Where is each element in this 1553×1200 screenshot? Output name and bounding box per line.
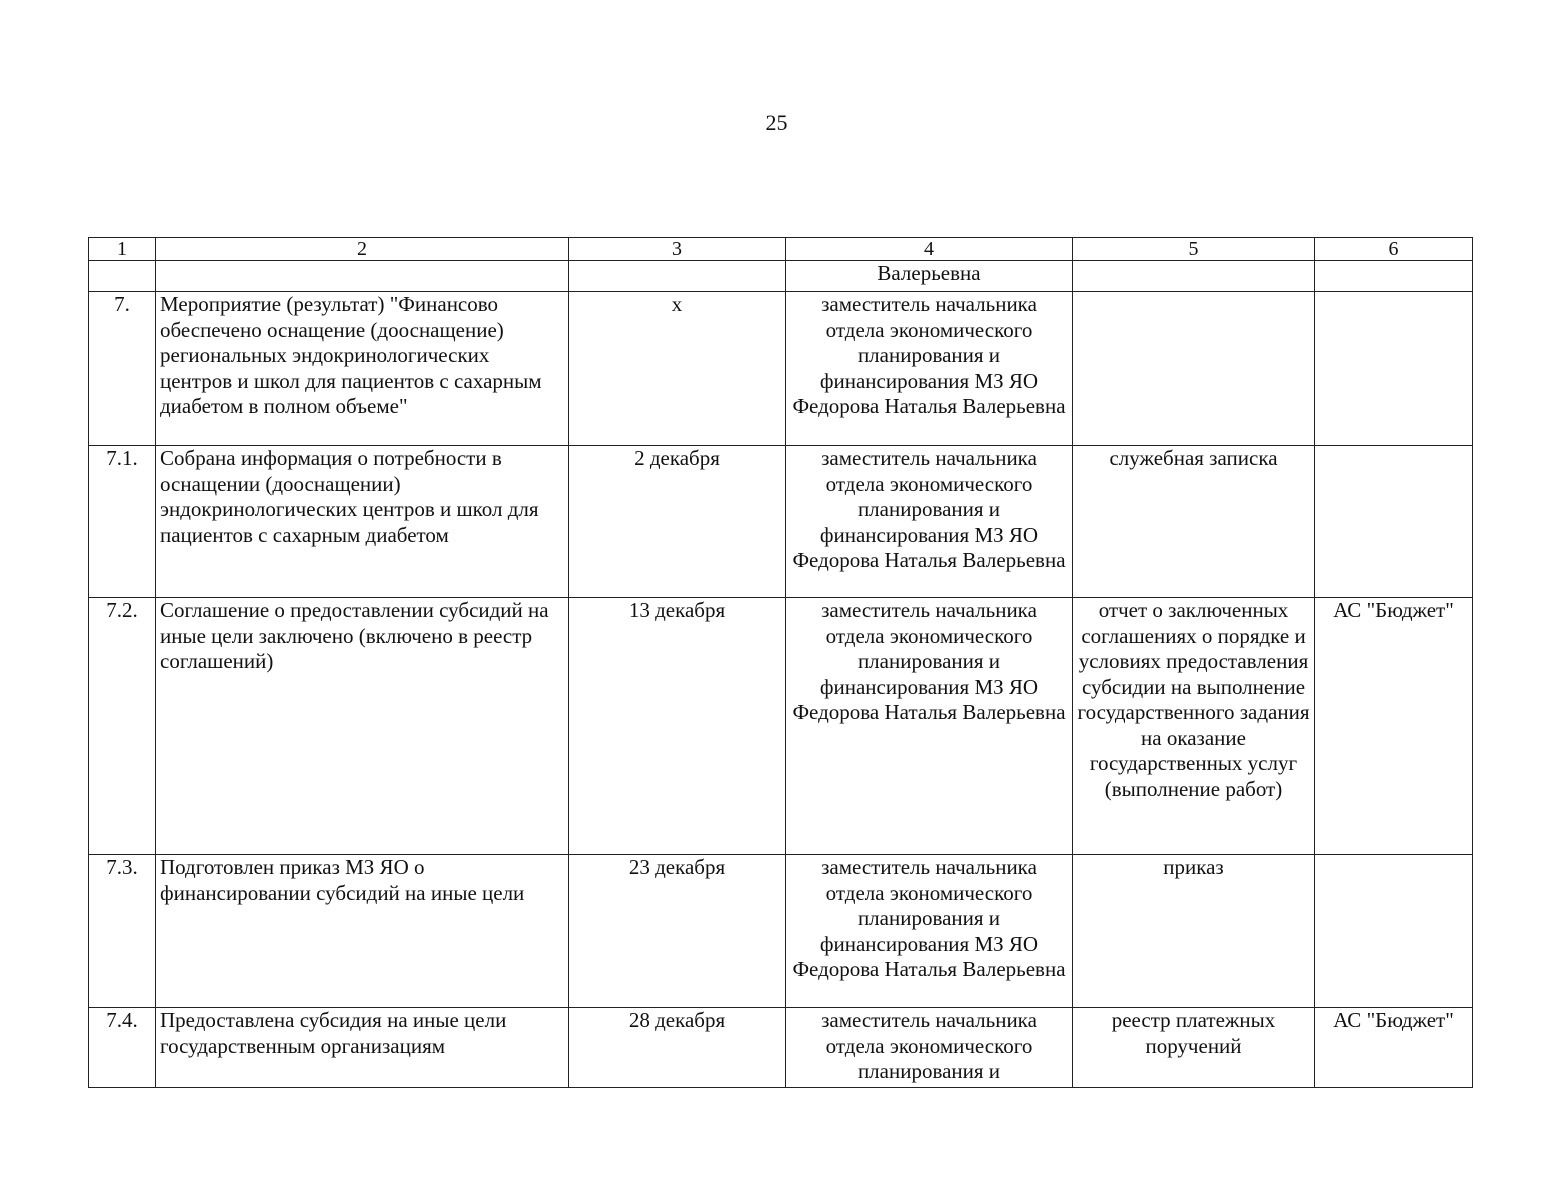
event-cell: Предоставлена субсидия на иные цели государственным организациям	[156, 1008, 569, 1088]
row-number-cell: 7.1.	[89, 446, 156, 598]
event-cell	[156, 261, 569, 292]
document-cell	[1073, 261, 1315, 292]
table-row	[89, 261, 1473, 292]
document-cell: приказ	[1073, 855, 1315, 1008]
date-cell: 13 декабря	[569, 598, 786, 855]
row-number-cell: 7.3.	[89, 855, 156, 1008]
date-cell	[569, 261, 786, 292]
column-number: 6	[1315, 238, 1473, 261]
row-number-cell	[89, 261, 156, 292]
schedule-table	[88, 237, 1473, 1088]
column-number-row	[89, 238, 1473, 261]
responsible-cell: Валерьевна	[786, 261, 1073, 292]
system-cell	[1315, 446, 1473, 598]
row-number-cell: 7.4.	[89, 1008, 156, 1088]
document-cell: отчет о заключенных соглашениях о порядке и условиях предоставления субсидии на выполнение государственного задания на оказание государственных услуг (выполнение работ)	[1073, 598, 1315, 855]
column-number: 5	[1073, 238, 1315, 261]
row-number-cell: 7.	[89, 292, 156, 446]
system-cell	[1315, 292, 1473, 446]
document-cell: реестр платежных поручений	[1073, 1008, 1315, 1088]
column-number: 1	[89, 238, 156, 261]
event-cell: Соглашение о предоставлении субсидий на иные цели заключено (включено в реестр соглашений)	[156, 598, 569, 855]
date-cell: 23 декабря	[569, 855, 786, 1008]
page-number: 25	[765, 110, 788, 135]
document-cell	[1073, 292, 1315, 446]
column-number: 2	[156, 238, 569, 261]
table-row	[89, 292, 1473, 446]
system-cell: АС "Бюджет"	[1315, 598, 1473, 855]
system-cell	[1315, 261, 1473, 292]
table-row	[89, 1008, 1473, 1088]
responsible-cell: заместитель начальника отдела экономического планирования и финансирования МЗ ЯО Федорова Наталья Валерьевна	[786, 855, 1073, 1008]
column-number: 3	[569, 238, 786, 261]
column-number: 4	[786, 238, 1073, 261]
table-row	[89, 446, 1473, 598]
responsible-cell: заместитель начальника отдела экономического планирования и финансирования МЗ ЯО Федорова Наталья Валерьевна	[786, 292, 1073, 446]
table-row	[89, 598, 1473, 855]
responsible-cell: заместитель начальника отдела экономического планирования и финансирования МЗ ЯО Федорова Наталья Валерьевна	[786, 598, 1073, 855]
system-cell: АС "Бюджет"	[1315, 1008, 1473, 1088]
row-number-cell: 7.2.	[89, 598, 156, 855]
system-cell	[1315, 855, 1473, 1008]
table-row	[89, 855, 1473, 1008]
date-cell: 28 декабря	[569, 1008, 786, 1088]
date-cell: х	[569, 292, 786, 446]
event-cell: Мероприятие (результат) "Финансово обеспечено оснащение (дооснащение) региональных эндокринологических центров и школ для пациентов с сахарным диабетом в полном объеме"	[156, 292, 569, 446]
document-cell: служебная записка	[1073, 446, 1315, 598]
event-cell: Собрана информация о потребности в оснащении (дооснащении) эндокринологических центров и школ для пациентов с сахарным диабетом	[156, 446, 569, 598]
responsible-cell: заместитель начальника отдела экономического планирования и	[786, 1008, 1073, 1088]
responsible-cell: заместитель начальника отдела экономического планирования и финансирования МЗ ЯО Федорова Наталья Валерьевна	[786, 446, 1073, 598]
event-cell: Подготовлен приказ МЗ ЯО о финансировании субсидий на иные цели	[156, 855, 569, 1008]
date-cell: 2 декабря	[569, 446, 786, 598]
